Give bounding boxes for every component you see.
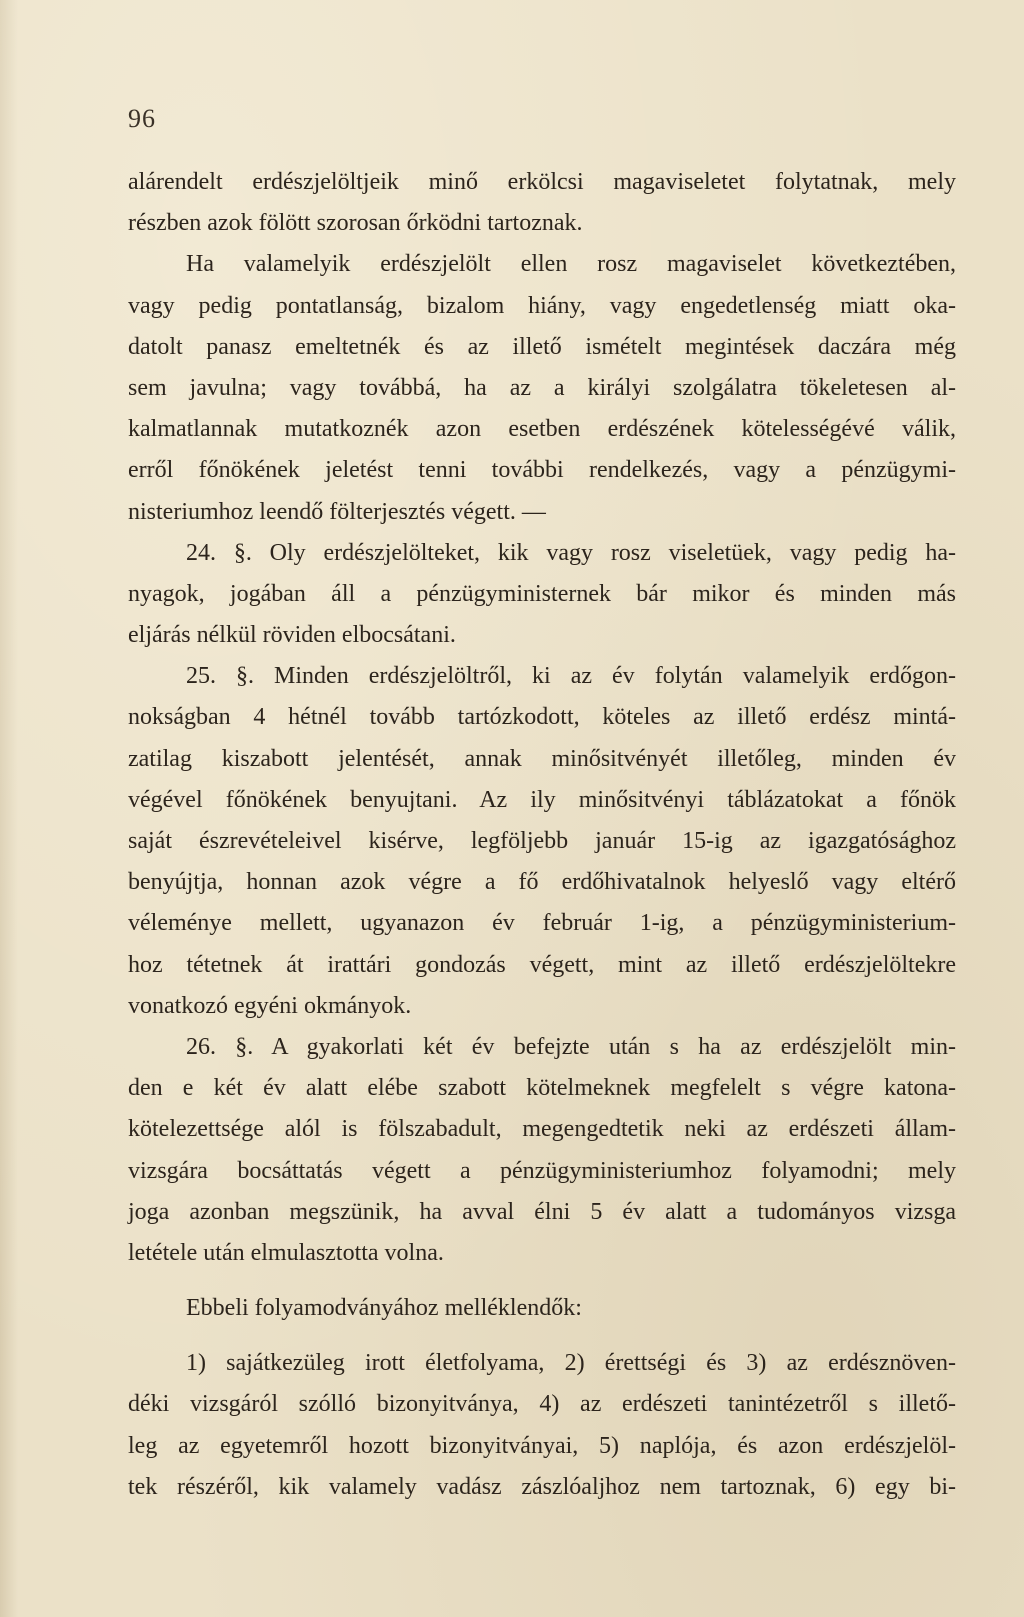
text-line: nokságban 4 hétnél tovább tartózkodott, köteles az illető erdész mintá- [128,704,956,731]
text-line: vizsgára bocsáttatás végett a pénzügyministeriumhoz folyamodni; mely [128,1157,956,1184]
attachments-list [128,1343,956,1508]
paragraph [128,1288,956,1329]
text-line: zatilag kiszabott jelentését, annak minősitvényét illetőleg, minden év [128,745,956,772]
text-line: eljárás nélkül röviden elbocsátani. [128,622,456,649]
paragraph [128,162,956,244]
text-line: nisteriumhoz leendő fölterjesztés végett. — [128,498,546,525]
text-line: erről főnökének jeletést tenni további rendelkezés, vagy a pénzügymi- [128,457,956,484]
section-26 [128,1027,956,1274]
section-25 [128,656,956,1027]
body-text [128,162,956,1508]
text-line: Ebbeli folyamodványához melléklendők: [186,1295,582,1322]
paragraph-gap [128,1329,956,1343]
text-line: Ha valamelyik erdészjelölt ellen rosz magaviselet következtében, [186,251,956,278]
text-line: saját észrevételeivel kisérve, legföljebb január 15-ig az igazgatósághoz [128,828,956,854]
text-line: joga azonban megszünik, ha avval élni 5 év alatt a tudományos vizsga [128,1198,956,1225]
text-line: déki vizsgáról szólló bizonyitványa, 4) az erdészeti tanintézetről s illető- [128,1391,956,1418]
text-line: datolt panasz emeltetnék és az illető ismételt megintések daczára még [128,333,956,360]
text-line: 1) sajátkezüleg irott életfolyama, 2) érettségi és 3) az erdésznöven- [186,1350,956,1377]
text-line: nyagok, jogában áll a pénzügyministernek bár mikor és minden más [128,580,956,607]
text-line: alárendelt erdészjelöltjeik minő erkölcsi magaviseletet folytatnak, mely [128,169,956,195]
text-line: benyújtja, honnan azok végre a fő erdőhivatalnok helyeslő vagy eltérő [128,869,956,896]
text-line: den e két év alatt elébe szabott kötelmeknek megfelelt s végre katona- [128,1075,956,1102]
text-line: végével főnökének benyujtani. Az ily minősitvényi táblázatokat a főnök [128,786,956,813]
text-line: kalmatlannak mutatkoznék azon esetben erdészének kötelességévé válik, [128,416,956,443]
text-line: tek részéről, kik valamely vadász zászlóaljhoz nem tartoznak, 6) egy bi- [128,1473,956,1500]
text-line: vagy pedig pontatlanság, bizalom hiány, vagy engedetlenség miatt oka- [128,292,956,319]
text-line: vonatkozó egyéni okmányok. [128,992,412,1019]
text-line: sem javulna; vagy továbbá, ha az a királyi szolgálatra tökeletesen al- [128,374,956,401]
text-line: hoz tétetnek át irattári gondozás végett, mint az illető erdészjelöltekre [128,951,956,978]
section-24 [128,533,956,657]
text-line: kötelezettsége alól is fölszabadult, megengedtetik neki az erdészeti állam- [128,1116,956,1143]
text-line: 26. §. A gyakorlati két év befejzte után s ha az erdészjelölt min- [186,1033,956,1060]
text-line: részben azok fölött szorosan őrködni tartoznak. [128,210,583,237]
paragraph [128,244,956,532]
text-line: 25. §. Minden erdészjelöltről, ki az év folytán valamelyik erdőgon- [186,663,956,690]
text-line: véleménye mellett, ugyanazon év február 1-ig, a pénzügyministerium- [128,910,956,937]
text-line: leg az egyetemről hozott bizonyitványai, 5) naplója, és azon erdészjelöl- [128,1432,956,1459]
paragraph-gap [128,1274,956,1288]
text-line: letétele után elmulasztotta volna. [128,1239,444,1266]
text-line: 24. §. Oly erdészjelölteket, kik vagy rosz viseletüek, vagy pedig ha- [186,539,956,566]
page-number: 96 [128,104,156,133]
